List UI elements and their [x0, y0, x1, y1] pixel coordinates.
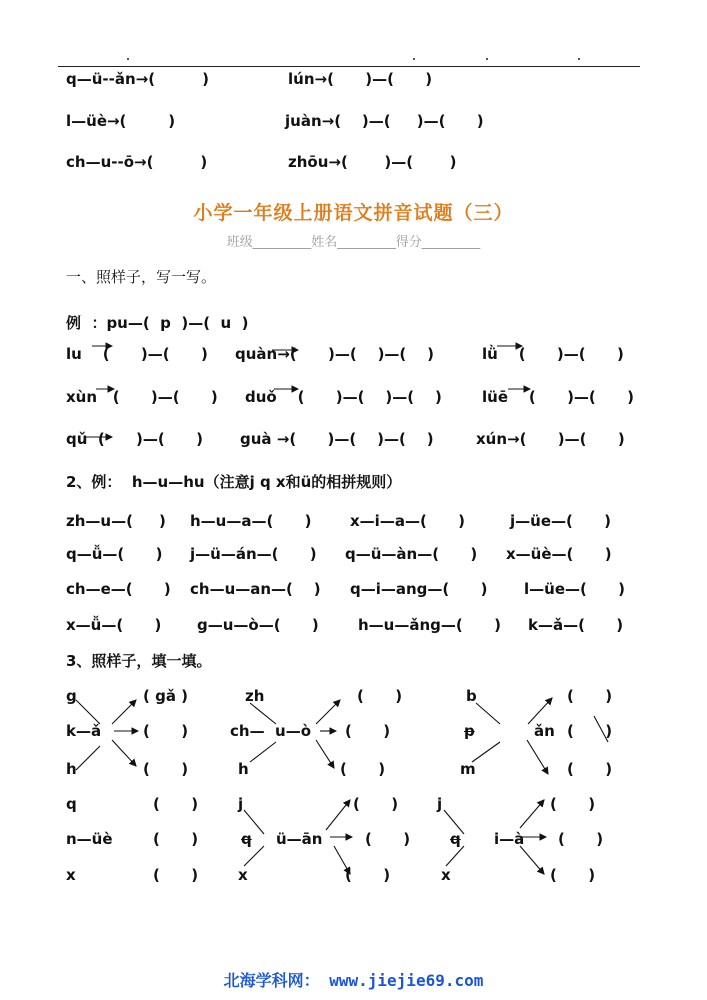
- exercise-item: j—üe—( ): [510, 512, 612, 530]
- answer-blank: ( ): [353, 795, 399, 813]
- connector-line: [472, 742, 500, 762]
- answer-blank: ( ): [567, 722, 613, 740]
- exercise-item: guà →( )—( )—( ): [240, 430, 434, 448]
- initial-letter: x: [441, 866, 451, 884]
- initial-letter: n—üè: [66, 830, 113, 848]
- answer-blank: ( ): [153, 866, 199, 884]
- answer-blank: ( ): [550, 795, 596, 813]
- exercise-item: ch—u—an—( ): [190, 580, 321, 598]
- arrow-icon: [112, 700, 136, 724]
- arrow-icon: [520, 800, 544, 828]
- initial-letter: q: [241, 830, 252, 848]
- connector-line: [250, 703, 276, 724]
- section3-heading: 3、照样子，填一填。: [66, 652, 212, 670]
- exercise-item: xún→( )—( ): [476, 430, 625, 448]
- initial-letter: j: [437, 795, 443, 813]
- page-title: 小学一年级上册语文拼音试题（三）: [193, 202, 514, 224]
- answer-blank: ( ): [143, 760, 189, 778]
- arrow-icon: [527, 740, 548, 774]
- exercise-item: x—ǚ—( ): [66, 616, 162, 634]
- exercise-item: x—i—a—( ): [350, 512, 465, 530]
- connector-line: [444, 810, 464, 834]
- answer-blank: ( ): [345, 722, 391, 740]
- exercise-item: xùn ( )—( ): [66, 388, 218, 406]
- initial-letter: g: [66, 687, 77, 705]
- initial-letter: m: [460, 760, 476, 778]
- top-row-left: ch—u--ō→( ): [66, 153, 208, 171]
- exercise-item: lu ( )—( ): [66, 345, 208, 363]
- answer-blank: ( ): [550, 866, 596, 884]
- answer-blank: ( ): [143, 722, 189, 740]
- exercise-item: zh—u—( ): [66, 512, 166, 530]
- exercise-item: g—u—ò—( ): [197, 616, 319, 634]
- answer-blank: ( ): [558, 830, 604, 848]
- initial-letter: h: [238, 760, 249, 778]
- connector-line: [476, 703, 500, 724]
- connector-line: [594, 716, 608, 742]
- footer-watermark: 北海学科网： www.jiejie69.com: [223, 971, 484, 990]
- initial-letter: zh: [245, 687, 265, 705]
- connector-line: [76, 700, 100, 724]
- final-syllable: ü—ān: [276, 830, 323, 848]
- exercise-item: l—üe—( ): [524, 580, 626, 598]
- top-row-left: l—üè→( ): [66, 112, 176, 130]
- answer-blank: ( ): [153, 830, 199, 848]
- arrow-icon: [326, 800, 350, 830]
- answer-blank: ( ): [153, 795, 199, 813]
- answer-blank: ( gǎ ): [143, 687, 189, 705]
- answer-blank: ( ): [567, 760, 613, 778]
- initial-letter: j: [238, 795, 244, 813]
- exercise-item: j—ü—án—( ): [190, 545, 317, 563]
- exercise-item: quàn→( )—( )—( ): [235, 345, 435, 363]
- initial-letter: q: [66, 795, 77, 813]
- exercise-item: duǒ ( )—( )—( ): [245, 388, 442, 406]
- exercise-item: q—ü—àn—( ): [345, 545, 478, 563]
- exercise-item: h—u—ǎng—( ): [358, 616, 501, 634]
- arrow-icon: [112, 740, 136, 766]
- student-info-line: 班级_________姓名_________得分_________: [226, 235, 481, 250]
- initial-letter: ch— u—ò: [230, 722, 311, 740]
- exercise-item: q—ǚ—( ): [66, 545, 163, 563]
- connector-line: [76, 746, 100, 770]
- exercise-item: x—üè—( ): [506, 545, 612, 563]
- final-syllable: i—à: [494, 830, 525, 848]
- initial-letter: b: [466, 687, 477, 705]
- exercise-item: lüē ( )—( ): [482, 388, 634, 406]
- connector-line: [446, 846, 464, 866]
- answer-blank: ( ): [340, 760, 386, 778]
- exercise-item: qǔ ( )—( ): [66, 430, 203, 448]
- arrow-icon: [316, 700, 340, 724]
- exercise-item: k—ǎ—( ): [528, 616, 624, 634]
- connector-line: [244, 810, 264, 834]
- initial-letter: x: [66, 866, 76, 884]
- arrow-icon: [316, 740, 334, 768]
- answer-blank: ( ): [357, 687, 403, 705]
- section2-heading: 2、例： h—u—hu（注意j q x和ü的相拼规则）: [66, 473, 402, 491]
- section1-example: 例 ：pu—( p )—( u ): [66, 314, 249, 332]
- exercise-item: lǜ ( )—( ): [482, 345, 624, 363]
- top-row-right: lún→( )—( ): [288, 70, 433, 88]
- answer-blank: ( ): [345, 866, 391, 884]
- arrow-icon: [520, 846, 544, 874]
- initial-letter: q: [450, 830, 461, 848]
- answer-blank: ( ): [567, 687, 613, 705]
- initial-letter: k—ǎ: [66, 722, 102, 740]
- arrow-icon: [334, 846, 350, 874]
- top-row-left: q—ü--ǎn→( ): [66, 70, 209, 88]
- exercise-item: q—i—ang—( ): [350, 580, 488, 598]
- initial-letter: h: [66, 760, 77, 778]
- top-row-right: zhōu→( )—( ): [288, 153, 457, 171]
- section1-heading: 一、照样子，写一写。: [66, 268, 217, 286]
- final-syllable: ǎn: [534, 722, 555, 740]
- exercise-item: h—u—a—( ): [190, 512, 312, 530]
- top-row-right: juàn→( )—( )—( ): [285, 112, 484, 130]
- connector-line: [244, 846, 264, 866]
- answer-blank: ( ): [365, 830, 411, 848]
- initial-letter: x: [238, 866, 248, 884]
- arrow-icon: [528, 698, 552, 724]
- connector-line: [250, 742, 276, 762]
- initial-letter: p: [464, 722, 475, 740]
- exercise-item: ch—e—( ): [66, 580, 171, 598]
